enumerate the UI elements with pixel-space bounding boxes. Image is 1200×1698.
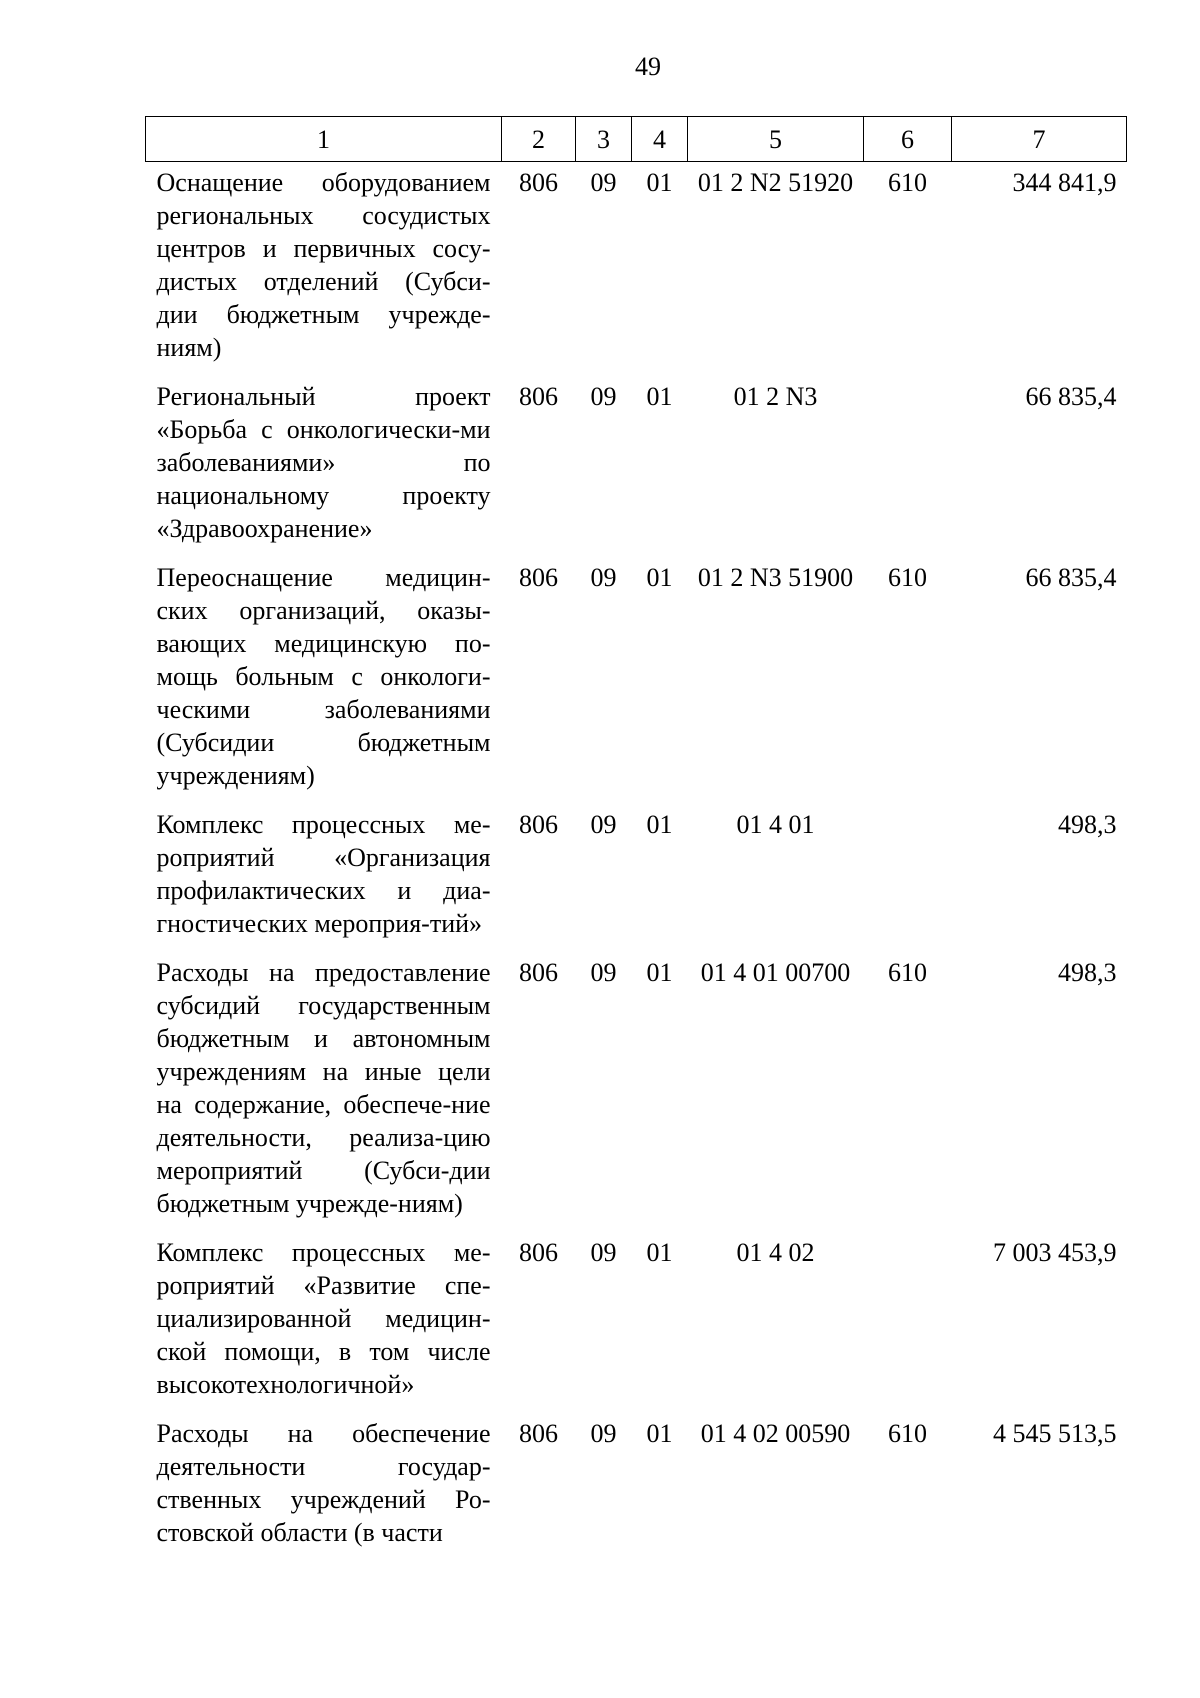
column-header-1: 1	[146, 117, 502, 162]
page-number: 49	[635, 52, 661, 81]
section-code: 09	[590, 1238, 617, 1267]
row-name-cell	[146, 1232, 502, 1413]
row-name: Комплекс процессных ме-роприятий «Развитие спе-циализированной медицин-ской помощи, в том числе высокотехнологичной»	[156, 1238, 491, 1399]
table-row	[146, 1232, 1127, 1413]
table-row	[146, 557, 1127, 804]
target-article-code: 01 2 N3 51900	[697, 563, 854, 592]
subsection-code: 01	[646, 1238, 673, 1267]
amount: 498,3	[1058, 958, 1117, 987]
table-row	[146, 1413, 1127, 1561]
section-code: 09	[590, 382, 617, 411]
row-name: Региональный проект «Борьба с онкологически-ми заболеваниями» по национальному проекту «Здравоохранение»	[156, 382, 491, 543]
ministry-code: 806	[519, 1238, 558, 1267]
table-row	[146, 804, 1127, 952]
expense-type-code: 610	[888, 1419, 927, 1448]
column-header-7: 7	[952, 117, 1127, 162]
ministry-code: 806	[519, 382, 558, 411]
target-article-code: 01 4 01	[736, 810, 815, 839]
row-name-cell	[146, 162, 502, 377]
target-article-code: 01 2 N3	[733, 382, 818, 411]
table-header	[146, 117, 1127, 162]
section-code: 09	[590, 958, 617, 987]
ministry-code: 806	[519, 563, 558, 592]
amount: 66 835,4	[1025, 382, 1117, 411]
target-article-code: 01 4 01 00700	[700, 958, 851, 987]
subsection-code: 01	[646, 382, 673, 411]
target-article-code: 01 4 02	[736, 1238, 815, 1267]
amount: 344 841,9	[1012, 168, 1117, 197]
section-code: 09	[590, 168, 617, 197]
expense-type-code: 610	[888, 563, 927, 592]
target-article-code: 01 2 N2 51920	[697, 168, 854, 197]
column-header-5: 5	[688, 117, 864, 162]
section-code: 09	[590, 1419, 617, 1448]
table-body	[146, 162, 1127, 1562]
expense-type-code	[864, 1232, 952, 1413]
row-name-cell	[146, 952, 502, 1232]
ministry-code: 806	[519, 168, 558, 197]
row-name-cell	[146, 1413, 502, 1561]
table-row	[146, 162, 1127, 377]
expense-type-code: 610	[888, 958, 927, 987]
row-name-cell	[146, 557, 502, 804]
row-name-cell	[146, 376, 502, 557]
ministry-code: 806	[519, 810, 558, 839]
row-name: Расходы на предоставление субсидий государственным бюджетным и автономным учреждениям на иные цели на содержание, обеспече-ние деятельности, реализа-цию мероприятий (Субси-дии бюджетным учрежде-ниям)	[156, 958, 491, 1218]
expense-type-code	[864, 804, 952, 952]
target-article-code: 01 4 02 00590	[700, 1419, 851, 1448]
amount: 66 835,4	[1025, 563, 1117, 592]
expense-type-code: 610	[888, 168, 927, 197]
column-header-2: 2	[502, 117, 576, 162]
header-row	[146, 117, 1127, 162]
ministry-code: 806	[519, 958, 558, 987]
amount: 4 545 513,5	[993, 1419, 1117, 1448]
subsection-code: 01	[646, 958, 673, 987]
table-row	[146, 376, 1127, 557]
subsection-code: 01	[646, 810, 673, 839]
row-name-cell	[146, 804, 502, 952]
amount: 7 003 453,9	[993, 1238, 1117, 1267]
row-name: Комплекс процессных ме-роприятий «Организация профилактических и диа-гностических мероприя-тий»	[156, 810, 491, 938]
subsection-code: 01	[646, 563, 673, 592]
section-code: 09	[590, 810, 617, 839]
subsection-code: 01	[646, 1419, 673, 1448]
row-name: Расходы на обеспечение деятельности государ-ственных учреждений Ро-стовской области (в части	[156, 1419, 491, 1547]
row-name: Переоснащение медицин-ских организаций, оказы-вающих медицинскую по-мощь больным с онкологи-ческими заболеваниями (Субсидии бюджетным учреждениям)	[156, 563, 491, 790]
row-name: Оснащение оборудованием региональных сосудистых центров и первичных сосу-дистых отделений (Субси-дии бюджетным учрежде-ниям)	[156, 168, 491, 362]
column-header-6: 6	[864, 117, 952, 162]
ministry-code: 806	[519, 1419, 558, 1448]
column-header-4: 4	[632, 117, 688, 162]
table-row	[146, 952, 1127, 1232]
amount: 498,3	[1058, 810, 1117, 839]
section-code: 09	[590, 563, 617, 592]
expense-type-code	[864, 376, 952, 557]
column-header-3: 3	[576, 117, 632, 162]
subsection-code: 01	[646, 168, 673, 197]
budget-table	[145, 116, 1127, 1561]
